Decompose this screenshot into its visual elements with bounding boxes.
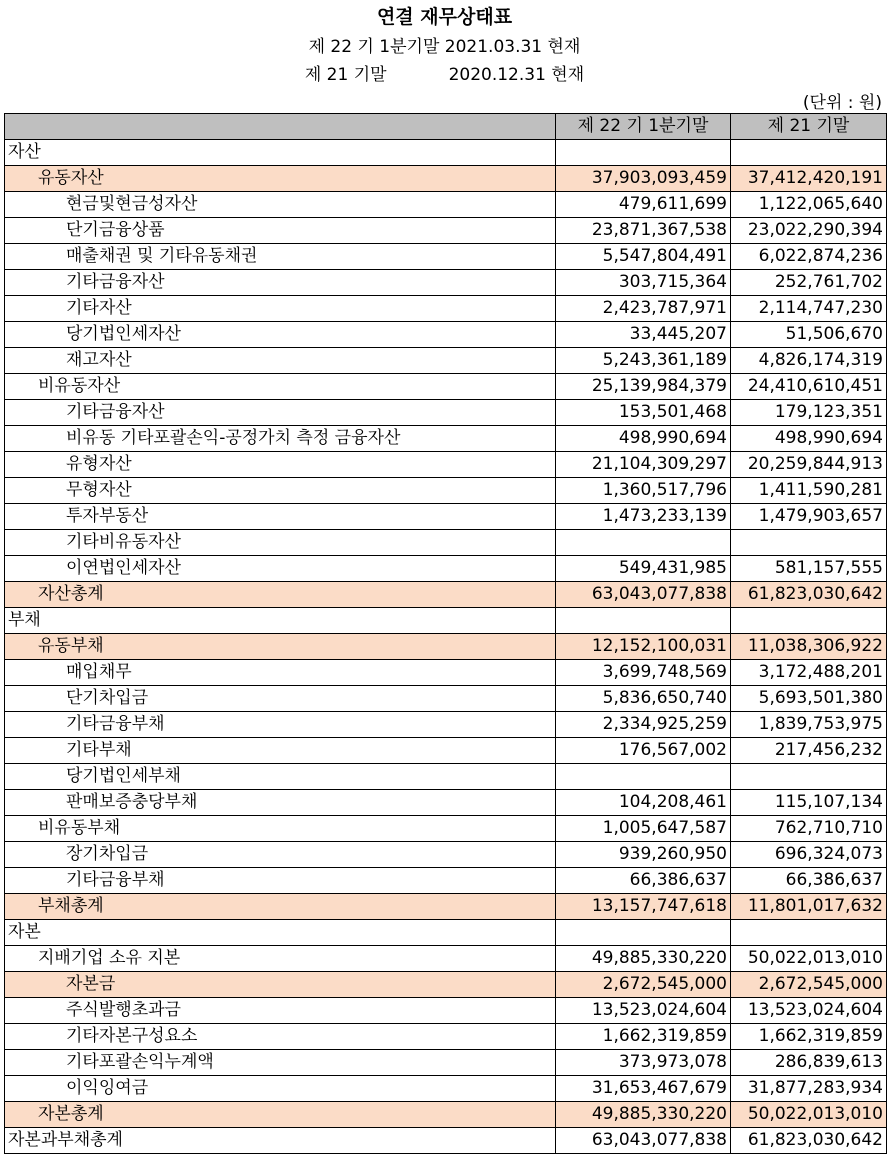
current-period-value: 2,423,787,971 bbox=[556, 296, 731, 322]
column-header-prior: 제 21 기말 bbox=[731, 114, 887, 140]
account-label: 매출채권 및 기타유동채권 bbox=[5, 244, 556, 270]
table-row bbox=[5, 192, 887, 218]
account-label: 자산총계 bbox=[5, 582, 556, 608]
prior-period-value: 11,801,017,632 bbox=[731, 894, 887, 920]
table-row bbox=[5, 504, 887, 530]
prior-period-value: 1,411,590,281 bbox=[731, 478, 887, 504]
prior-period-value: 217,456,232 bbox=[731, 738, 887, 764]
current-period-value: 66,386,637 bbox=[556, 868, 731, 894]
account-label: 유동부채 bbox=[5, 634, 556, 660]
table-row bbox=[5, 244, 887, 270]
account-label: 단기금융상품 bbox=[5, 218, 556, 244]
period-current: 제 22 기 1분기말 2021.03.31 현재 bbox=[308, 37, 581, 57]
current-period-value: 104,208,461 bbox=[556, 790, 731, 816]
current-period-value: 153,501,468 bbox=[556, 400, 731, 426]
table-header-row bbox=[5, 114, 887, 140]
current-period-value: 1,005,647,587 bbox=[556, 816, 731, 842]
account-label: 기타금융부채 bbox=[5, 868, 556, 894]
account-label: 기타포괄손익누계액 bbox=[5, 1050, 556, 1076]
table-row bbox=[5, 1128, 887, 1154]
account-label: 기타부채 bbox=[5, 738, 556, 764]
table-row bbox=[5, 556, 887, 582]
current-period-value: 3,699,748,569 bbox=[556, 660, 731, 686]
table-row bbox=[5, 166, 887, 192]
current-period-value: 303,715,364 bbox=[556, 270, 731, 296]
prior-period-value: 13,523,024,604 bbox=[731, 998, 887, 1024]
table-row bbox=[5, 530, 887, 556]
current-period-value: 5,547,804,491 bbox=[556, 244, 731, 270]
table-row bbox=[5, 738, 887, 764]
table-row bbox=[5, 1102, 887, 1128]
current-period-value: 21,104,309,297 bbox=[556, 452, 731, 478]
account-label: 단기차입금 bbox=[5, 686, 556, 712]
prior-period-value bbox=[731, 608, 887, 634]
current-period-value: 2,334,925,259 bbox=[556, 712, 731, 738]
current-period-value: 498,990,694 bbox=[556, 426, 731, 452]
prior-period-value: 286,839,613 bbox=[731, 1050, 887, 1076]
current-period-value bbox=[556, 764, 731, 790]
account-label: 비유동 기타포괄손익-공정가치 측정 금융자산 bbox=[5, 426, 556, 452]
account-label: 현금및현금성자산 bbox=[5, 192, 556, 218]
account-label: 기타금융부채 bbox=[5, 712, 556, 738]
table-row bbox=[5, 426, 887, 452]
current-period-value bbox=[556, 920, 731, 946]
current-period-value: 5,243,361,189 bbox=[556, 348, 731, 374]
prior-period-value: 762,710,710 bbox=[731, 816, 887, 842]
prior-period-value: 51,506,670 bbox=[731, 322, 887, 348]
current-period-value: 13,157,747,618 bbox=[556, 894, 731, 920]
prior-period-value: 252,761,702 bbox=[731, 270, 887, 296]
statement-title: 연결 재무상태표 bbox=[376, 6, 513, 28]
prior-period-value: 1,662,319,859 bbox=[731, 1024, 887, 1050]
current-period-value: 23,871,367,538 bbox=[556, 218, 731, 244]
account-label: 부채총계 bbox=[5, 894, 556, 920]
table-row bbox=[5, 322, 887, 348]
prior-period-value: 50,022,013,010 bbox=[731, 1102, 887, 1128]
table-row bbox=[5, 218, 887, 244]
prior-period-value: 24,410,610,451 bbox=[731, 374, 887, 400]
account-label: 투자부동산 bbox=[5, 504, 556, 530]
table-row bbox=[5, 998, 887, 1024]
prior-period-value: 20,259,844,913 bbox=[731, 452, 887, 478]
prior-period-value: 31,877,283,934 bbox=[731, 1076, 887, 1102]
table-row bbox=[5, 1024, 887, 1050]
table-row bbox=[5, 270, 887, 296]
account-label: 부채 bbox=[5, 608, 556, 634]
account-label: 기타비유동자산 bbox=[5, 530, 556, 556]
table-row bbox=[5, 582, 887, 608]
table-body bbox=[5, 140, 887, 1154]
prior-period-value: 4,826,174,319 bbox=[731, 348, 887, 374]
account-label: 기타금융자산 bbox=[5, 270, 556, 296]
period-prior bbox=[0, 60, 889, 85]
account-label: 비유동자산 bbox=[5, 374, 556, 400]
prior-period-value bbox=[731, 530, 887, 556]
prior-period-value bbox=[731, 140, 887, 166]
current-period-value: 1,473,233,139 bbox=[556, 504, 731, 530]
current-period-value: 37,903,093,459 bbox=[556, 166, 731, 192]
prior-period-value: 498,990,694 bbox=[731, 426, 887, 452]
current-period-value: 33,445,207 bbox=[556, 322, 731, 348]
period-prior-date: 2020.12.31 현재 bbox=[448, 65, 585, 85]
table-row bbox=[5, 920, 887, 946]
table-row bbox=[5, 842, 887, 868]
unit-label: (단위 : 원) bbox=[802, 93, 882, 113]
table-row bbox=[5, 790, 887, 816]
prior-period-value: 179,123,351 bbox=[731, 400, 887, 426]
prior-period-value: 2,672,545,000 bbox=[731, 972, 887, 998]
account-label: 무형자산 bbox=[5, 478, 556, 504]
prior-period-value: 61,823,030,642 bbox=[731, 582, 887, 608]
current-period-value bbox=[556, 140, 731, 166]
table-row bbox=[5, 660, 887, 686]
current-period-value bbox=[556, 530, 731, 556]
table-row bbox=[5, 608, 887, 634]
current-period-value: 63,043,077,838 bbox=[556, 1128, 731, 1154]
current-period-value: 176,567,002 bbox=[556, 738, 731, 764]
table-row bbox=[5, 868, 887, 894]
prior-period-value: 6,022,874,236 bbox=[731, 244, 887, 270]
table-row bbox=[5, 452, 887, 478]
account-label: 당기법인세부채 bbox=[5, 764, 556, 790]
balance-sheet-table bbox=[4, 113, 887, 1154]
account-label: 지배기업 소유 지본 bbox=[5, 946, 556, 972]
table-row bbox=[5, 374, 887, 400]
account-label: 유형자산 bbox=[5, 452, 556, 478]
account-label: 당기법인세자산 bbox=[5, 322, 556, 348]
prior-period-value: 581,157,555 bbox=[731, 556, 887, 582]
prior-period-value bbox=[731, 920, 887, 946]
account-label: 기타자산 bbox=[5, 296, 556, 322]
prior-period-value: 37,412,420,191 bbox=[731, 166, 887, 192]
account-label: 이익잉여금 bbox=[5, 1076, 556, 1102]
prior-period-value: 61,823,030,642 bbox=[731, 1128, 887, 1154]
current-period-value: 12,152,100,031 bbox=[556, 634, 731, 660]
current-period-value: 25,139,984,379 bbox=[556, 374, 731, 400]
prior-period-value: 1,479,903,657 bbox=[731, 504, 887, 530]
table-row bbox=[5, 894, 887, 920]
current-period-value: 13,523,024,604 bbox=[556, 998, 731, 1024]
column-header-current: 제 22 기 1분기말 bbox=[556, 114, 731, 140]
account-label: 자본금 bbox=[5, 972, 556, 998]
table-row bbox=[5, 1050, 887, 1076]
table-row bbox=[5, 400, 887, 426]
prior-period-value: 1,122,065,640 bbox=[731, 192, 887, 218]
current-period-value: 49,885,330,220 bbox=[556, 946, 731, 972]
prior-period-value: 50,022,013,010 bbox=[731, 946, 887, 972]
table-row bbox=[5, 140, 887, 166]
column-header-account bbox=[5, 114, 556, 140]
table-row bbox=[5, 816, 887, 842]
current-period-value: 1,360,517,796 bbox=[556, 478, 731, 504]
prior-period-value: 23,022,290,394 bbox=[731, 218, 887, 244]
prior-period-value bbox=[731, 764, 887, 790]
prior-period-value: 1,839,753,975 bbox=[731, 712, 887, 738]
account-label: 기타금융자산 bbox=[5, 400, 556, 426]
account-label: 자본총계 bbox=[5, 1102, 556, 1128]
current-period-value: 479,611,699 bbox=[556, 192, 731, 218]
current-period-value bbox=[556, 608, 731, 634]
account-label: 기타자본구성요소 bbox=[5, 1024, 556, 1050]
account-label: 자본 bbox=[5, 920, 556, 946]
account-label: 자본과부채총계 bbox=[5, 1128, 556, 1154]
account-label: 매입채무 bbox=[5, 660, 556, 686]
current-period-value: 49,885,330,220 bbox=[556, 1102, 731, 1128]
current-period-value: 5,836,650,740 bbox=[556, 686, 731, 712]
account-label: 장기차입금 bbox=[5, 842, 556, 868]
table-row bbox=[5, 478, 887, 504]
account-label: 자산 bbox=[5, 140, 556, 166]
current-period-value: 373,973,078 bbox=[556, 1050, 731, 1076]
table-row bbox=[5, 972, 887, 998]
prior-period-value: 66,386,637 bbox=[731, 868, 887, 894]
table-row bbox=[5, 634, 887, 660]
prior-period-value: 2,114,747,230 bbox=[731, 296, 887, 322]
current-period-value: 63,043,077,838 bbox=[556, 582, 731, 608]
table-row bbox=[5, 946, 887, 972]
period-prior-label: 제 21 기말 bbox=[304, 65, 387, 85]
current-period-value: 1,662,319,859 bbox=[556, 1024, 731, 1050]
current-period-value: 939,260,950 bbox=[556, 842, 731, 868]
account-label: 판매보증충당부채 bbox=[5, 790, 556, 816]
account-label: 유동자산 bbox=[5, 166, 556, 192]
prior-period-value: 115,107,134 bbox=[731, 790, 887, 816]
prior-period-value: 696,324,073 bbox=[731, 842, 887, 868]
prior-period-value: 3,172,488,201 bbox=[731, 660, 887, 686]
current-period-value: 549,431,985 bbox=[556, 556, 731, 582]
account-label: 주식발행초과금 bbox=[5, 998, 556, 1024]
current-period-value: 2,672,545,000 bbox=[556, 972, 731, 998]
account-label: 재고자산 bbox=[5, 348, 556, 374]
table-row bbox=[5, 1076, 887, 1102]
table-row bbox=[5, 686, 887, 712]
prior-period-value: 5,693,501,380 bbox=[731, 686, 887, 712]
account-label: 이연법인세자산 bbox=[5, 556, 556, 582]
table-row bbox=[5, 712, 887, 738]
account-label: 비유동부채 bbox=[5, 816, 556, 842]
table-row bbox=[5, 764, 887, 790]
table-row bbox=[5, 348, 887, 374]
current-period-value: 31,653,467,679 bbox=[556, 1076, 731, 1102]
prior-period-value: 11,038,306,922 bbox=[731, 634, 887, 660]
table-row bbox=[5, 296, 887, 322]
